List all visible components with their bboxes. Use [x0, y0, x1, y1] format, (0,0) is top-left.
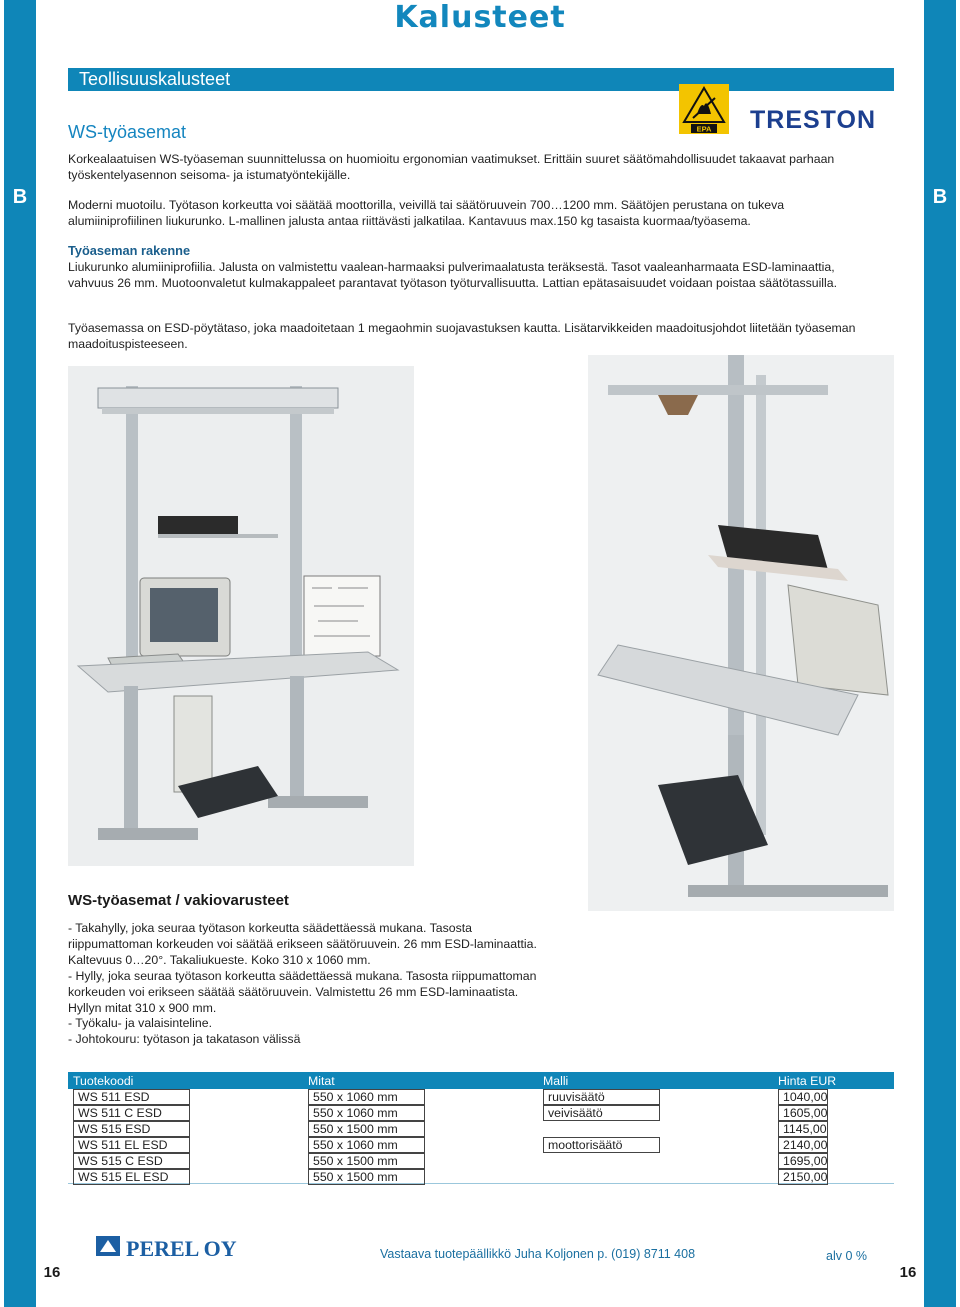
perel-logo-text: PEREL OY	[126, 1236, 237, 1260]
footer-vat-note: alv 0 %	[826, 1249, 867, 1263]
cell-product-code: WS 515 EL ESD	[73, 1169, 190, 1185]
cell-price: 2140,00	[778, 1137, 828, 1153]
price-table-header	[68, 1072, 894, 1089]
accessory-item: - Hylly, joka seuraa työtason korkeutta säädettäessä mukana. Tasosta riippumattoman korkeuden voi erikseen säätää säätöruuvein. Valmistettu 26 mm ESD-laminaatista. Hyllyn mitat 310 x 900 mm.	[68, 968, 537, 1015]
cell-dimensions: 550 x 1060 mm	[308, 1137, 425, 1153]
cell-model: ruuvisäätö	[543, 1089, 660, 1105]
accessories-list	[68, 921, 538, 1048]
cell-dimensions: 550 x 1500 mm	[308, 1169, 425, 1185]
table-row	[68, 1137, 894, 1153]
cell-price: 1695,00	[778, 1153, 828, 1169]
structure-block	[68, 243, 868, 291]
accessory-item: - Takahylly, joka seuraa työtason korkeutta säädettäessä mukana. Tasosta riippumattoman korkeuden voi säätää erikseen säätöruuvein. 26 mm ESD-laminaattia. Kaltevuus 0…20°. Takaliukueste. Koko 310 x 1060 mm.	[68, 921, 537, 967]
cell-dimensions: 550 x 1060 mm	[308, 1089, 425, 1105]
cell-model	[543, 1128, 660, 1130]
section-letter-right: B	[932, 186, 948, 208]
table-row	[68, 1169, 894, 1185]
intro-paragraph-4: Työasemassa on ESD-pöytätaso, joka maadoitetaan 1 megaohmin suojavastuksen kautta. Lisätarvikkeiden maadoitusjohdot liitetään työaseman maadoituspisteeseen.	[68, 321, 856, 351]
cell-dimensions: 550 x 1500 mm	[308, 1153, 425, 1169]
cell-product-code: WS 515 C ESD	[73, 1153, 190, 1169]
accessory-item: - Johtokouru: työtason ja takatason välissä	[68, 1032, 301, 1047]
cell-dimensions: 550 x 1060 mm	[308, 1105, 425, 1121]
table-row	[68, 1121, 894, 1137]
workstation-photo-2	[588, 355, 894, 911]
cell-price: 1040,00	[778, 1089, 828, 1105]
header-model: Malli	[538, 1072, 773, 1089]
workstation-photo-1	[68, 366, 414, 866]
cell-model	[543, 1160, 660, 1162]
section-header: Teollisuuskalusteet	[68, 68, 894, 91]
intro-paragraph-1: Korkealaatuisen WS-työaseman suunnittelussa on huomioitu ergonomian vaatimukset. Erittäin suuret säätömahdollisuudet takaavat parhaan työskentelyasennon seisoma- ja istumatyöntekijälle.	[68, 152, 835, 182]
cell-product-code: WS 511 C ESD	[73, 1105, 190, 1121]
table-row	[68, 1153, 894, 1169]
epa-logo	[679, 84, 729, 134]
right-side-strip	[924, 0, 956, 1307]
treston-logo-text: TRESTON	[750, 106, 876, 132]
structure-heading: Työaseman rakenne	[68, 243, 191, 258]
intro-heading: WS-työasemat	[68, 122, 187, 142]
cell-model: moottorisäätö	[543, 1137, 660, 1153]
treston-logo	[750, 104, 895, 132]
intro-paragraph-2: Moderni muotoilu. Työtason korkeutta voi säätää moottorilla, veivillä tai säätöruuvein 700…1200 mm. Säätöjen perustana on tukeva alumiiniprofiilinen liukurunko. L-mallinen jalusta antaa riittävästi jalkatilaa. Kantavuus max.150 kg tasaista kuormaa/työasema.	[68, 198, 785, 228]
cell-model: veivisäätö	[543, 1105, 660, 1121]
epa-logo-text: EPA	[696, 124, 712, 134]
cell-product-code: WS 511 ESD	[73, 1089, 190, 1105]
accessory-item: - Työkalu- ja valaisinteline.	[68, 1016, 212, 1031]
price-table	[68, 1072, 894, 1185]
perel-logo	[96, 1232, 266, 1260]
page-number-right: 16	[899, 1264, 917, 1281]
header-product-code: Tuotekoodi	[68, 1072, 303, 1089]
cell-price: 1145,00	[778, 1121, 828, 1137]
header-dimensions: Mitat	[303, 1072, 538, 1089]
cell-product-code: WS 511 EL ESD	[73, 1137, 190, 1153]
cell-model	[543, 1176, 660, 1178]
header-price: Hinta EUR	[773, 1072, 894, 1089]
cell-price: 2150,00	[778, 1169, 828, 1185]
table-row	[68, 1089, 894, 1105]
footer-contact: Vastaava tuotepäällikkö Juha Koljonen p. (019) 8711 408	[380, 1247, 696, 1261]
section-letter-left: B	[12, 186, 28, 208]
cell-dimensions: 550 x 1500 mm	[308, 1121, 425, 1137]
accessories-heading: WS-työasemat / vakiovarusteet	[68, 892, 289, 909]
table-row	[68, 1105, 894, 1121]
cell-product-code: WS 515 ESD	[73, 1121, 190, 1137]
page-number-left: 16	[43, 1264, 61, 1281]
left-side-strip	[4, 0, 36, 1307]
page-title: Kalusteet	[394, 0, 566, 35]
cell-price: 1605,00	[778, 1105, 828, 1121]
structure-paragraph: Liukurunko alumiiniprofiilia. Jalusta on valmistettu vaalean-harmaaksi pulverimaalatusta teräksestä. Tasot vaaleanharmaata ESD-laminaattia, vahvuus 26 mm. Muotoonvaletut kulmakappaleet parantavat työtason työturvallisuutta. Lattian epätasaisuudet voidaan poistaa säätötassuilla.	[68, 260, 838, 290]
